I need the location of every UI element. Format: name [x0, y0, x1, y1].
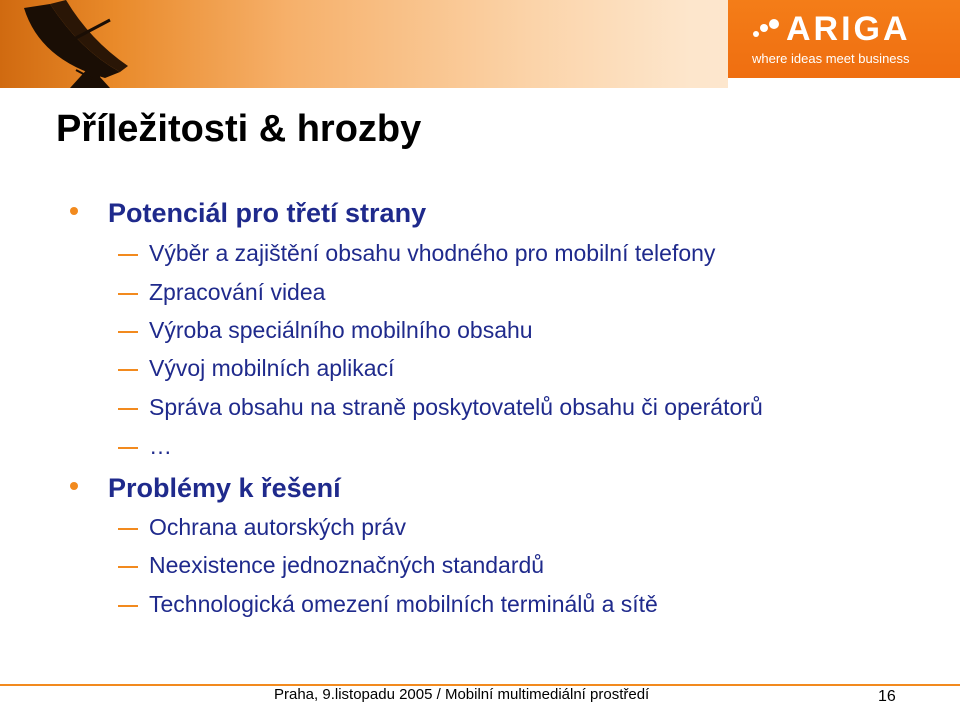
list-item-text: Technologická omezení mobilních terminálů a sítě [149, 591, 658, 617]
company-logo-name: ARIGA [786, 10, 911, 48]
page-number: 16 [878, 688, 896, 705]
header-divider [728, 78, 960, 88]
satellite-dish-image [10, 0, 160, 88]
company-logo-tagline: where ideas meet business [752, 51, 910, 66]
dash-icon [118, 331, 138, 333]
list-item-text: Neexistence jednoznačných standardů [149, 552, 545, 578]
dash-icon [118, 293, 138, 295]
bullet-dot-icon [70, 207, 78, 215]
header-banner [0, 0, 960, 88]
list-item-text: Ochrana autorských práv [149, 514, 406, 540]
list-item-text: Výroba speciálního mobilního obsahu [149, 317, 533, 343]
list-item-text: Správa obsahu na straně poskytovatelů obsahu či operátorů [149, 394, 763, 420]
list-item-text: Výběr a zajištění obsahu vhodného pro mobilní telefony [149, 240, 716, 266]
logo-dots-icon [750, 18, 786, 42]
section-heading-text: Problémy k řešení [108, 473, 341, 503]
list-item-text: Vývoj mobilních aplikací [149, 355, 395, 381]
list-item-text: Zpracování videa [149, 279, 326, 305]
dash-icon [118, 408, 138, 410]
dash-icon [118, 566, 138, 568]
dash-icon [118, 254, 138, 256]
dash-icon [118, 369, 138, 371]
dash-icon [118, 605, 138, 607]
footer-text: Praha, 9.listopadu 2005 / Mobilní multimediální prostředí [274, 686, 650, 703]
list-item-text: … [149, 433, 172, 459]
section-heading-text: Potenciál pro třetí strany [108, 198, 427, 228]
slide-title: Příležitosti & hrozby [56, 108, 422, 150]
dash-icon [118, 528, 138, 530]
bullet-dot-icon [70, 482, 78, 490]
dash-icon [118, 447, 138, 449]
